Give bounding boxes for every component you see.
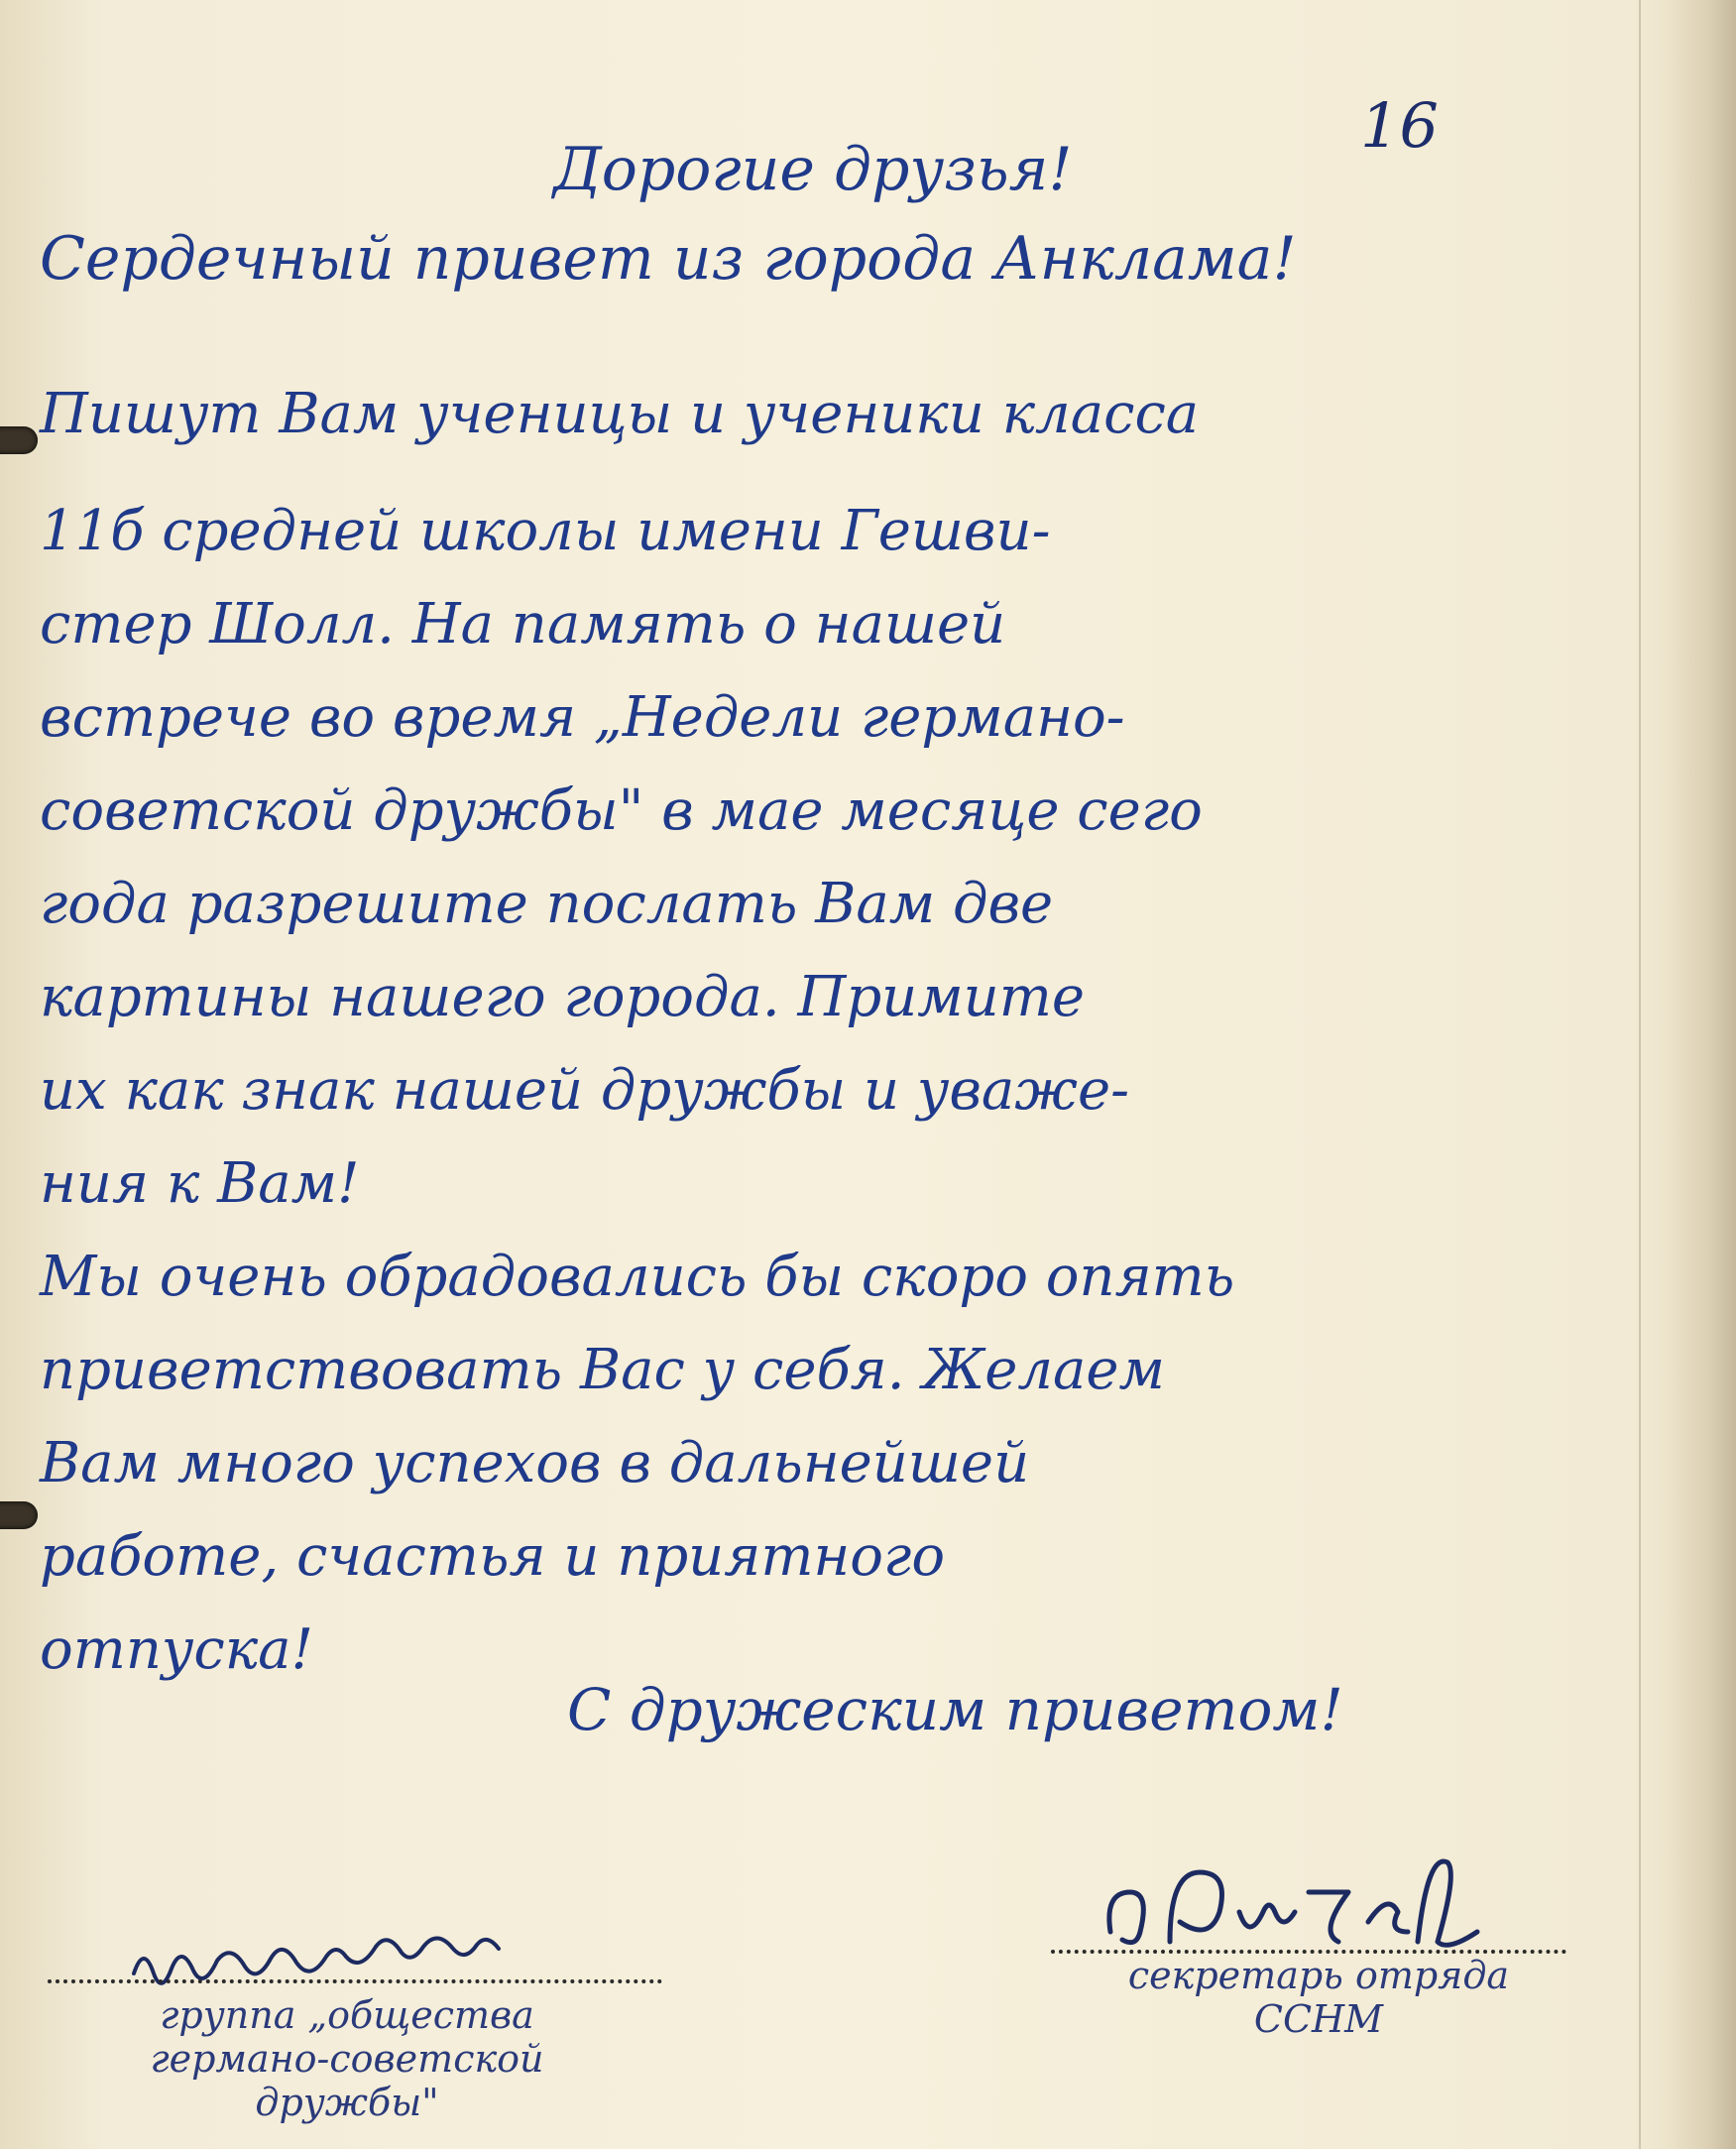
binder-hole-bottom — [0, 1501, 38, 1529]
body-line: стер Шолл. На память о нашей — [40, 592, 1006, 657]
page-number: 16 — [1360, 89, 1439, 162]
signature-right-caption — [1051, 1954, 1586, 2041]
body-line: года разрешите послать Вам две — [40, 872, 1054, 936]
body-line: их как знак нашей дружбы и уваже- — [40, 1058, 1130, 1123]
body-line: ния к Вам! — [40, 1151, 360, 1216]
binder-hole-top — [0, 426, 38, 454]
body-line: отпуска! — [40, 1617, 314, 1682]
body-line: приветствовать Вас у себя. Желаем — [40, 1338, 1165, 1402]
body-line: картины нашего города. Примите — [40, 965, 1085, 1029]
letter-greeting: Дорогие друзья! — [553, 135, 1073, 204]
body-line: советской дружбы" в мае месяце сего — [40, 778, 1203, 843]
letter-subgreeting: Сердечный привет из города Анклама! — [40, 224, 1297, 294]
signature-right-scribble — [1100, 1852, 1517, 1962]
body-line: Мы очень обрадовались бы скоро опять — [40, 1245, 1235, 1309]
signature-left-line — [48, 1979, 662, 1983]
caption-line: ССНМ — [1253, 1997, 1384, 2041]
body-line: Пишут Вам ученицы и ученики класса — [40, 382, 1200, 446]
body-line: встрече во время „Недели германо- — [40, 685, 1125, 750]
letter-body — [40, 365, 1685, 1694]
body-line: Вам много успехов в дальнейшей — [40, 1431, 1030, 1495]
signature-left-caption — [59, 1993, 635, 2124]
caption-line: группа „общества — [160, 1993, 534, 2037]
body-line: 11б средней школы имени Гешви- — [40, 499, 1051, 563]
body-line: работе, счастья и приятного — [40, 1524, 946, 1589]
caption-line: секретарь отряда — [1127, 1954, 1510, 1997]
caption-line: германо-советской — [150, 2037, 544, 2081]
letter-closing: С дружеским приветом! — [567, 1676, 1343, 1743]
caption-line: дружбы" — [255, 2081, 439, 2124]
